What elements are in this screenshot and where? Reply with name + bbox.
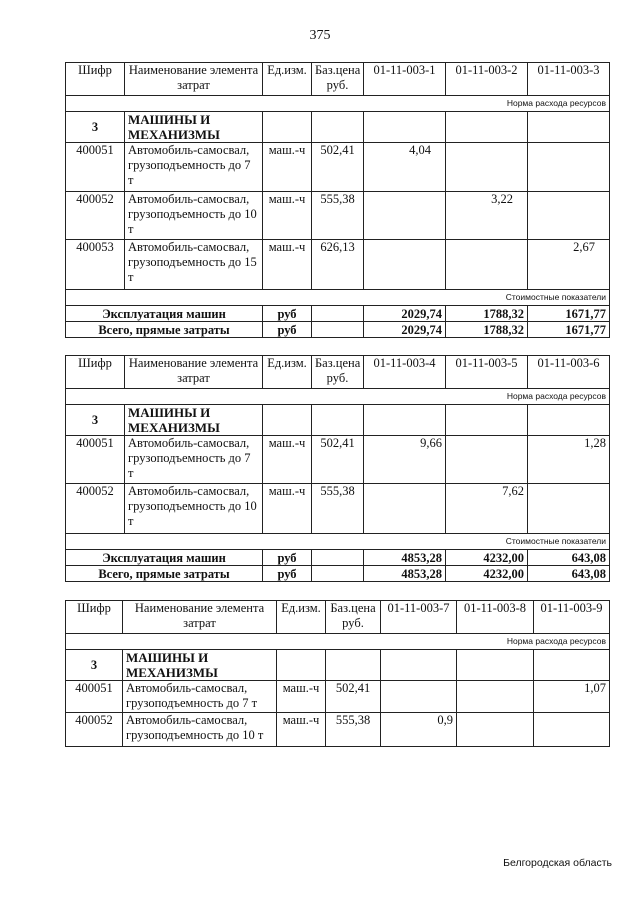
header-price: Баз.цена руб. — [326, 601, 381, 634]
table-row: 400051 Автомобиль-самосвал, грузоподъемность до 7 т маш.-ч 502,41 1,07 — [66, 681, 610, 713]
column-code: 01-11-003-9 — [534, 601, 610, 634]
section-name: МАШИНЫ И МЕХАНИЗМЫ — [125, 112, 263, 143]
header-name: Наименование элемента затрат — [125, 63, 263, 96]
table-row: 400052 Автомобиль-самосвал, грузоподъемность до 10 т маш.-ч 555,38 3,22 — [66, 192, 610, 240]
header-unit: Ед.изм. — [263, 63, 312, 96]
band-costs: Стоимостные показатели — [66, 290, 610, 306]
table-row: 400051 Автомобиль-самосвал, грузоподъемность до 7 т маш.-ч 502,41 9,66 1,28 — [66, 436, 610, 484]
row-name: Автомобиль-самосвал, грузоподъемность до 10 т — [125, 484, 263, 534]
table-row: 400051 Автомобиль-самосвал, грузоподъемность до 7 т маш.-ч 502,41 4,04 — [66, 143, 610, 192]
column-code: 01-11-003-6 — [528, 356, 610, 389]
total-row: Эксплуатация машин руб 2029,74 1788,32 1671,77 — [66, 306, 610, 322]
total-row: Эксплуатация машин руб 4853,28 4232,00 643,08 — [66, 550, 610, 566]
row-name: Автомобиль-самосвал, грузоподъемность до 7 т — [123, 681, 277, 713]
header-price: Баз.цена руб. — [312, 356, 364, 389]
table-row: 400053 Автомобиль-самосвал, грузоподъемность до 15 т маш.-ч 626,13 2,67 — [66, 240, 610, 290]
row-name: Автомобиль-самосвал, грузоподъемность до 15 т — [125, 240, 263, 290]
resource-table-1 — [65, 62, 610, 338]
footer-region: Белгородская область — [503, 857, 612, 869]
row-name: Автомобиль-самосвал, грузоподъемность до 7 т — [125, 143, 263, 192]
column-code: 01-11-003-7 — [381, 601, 457, 634]
band-resources: Норма расхода ресурсов — [66, 389, 610, 405]
row-name: Автомобиль-самосвал, грузоподъемность до 7 т — [125, 436, 263, 484]
row-name: Автомобиль-самосвал, грузоподъемность до 10 т — [125, 192, 263, 240]
header-unit: Ед.изм. — [277, 601, 326, 634]
row-name: Автомобиль-самосвал, грузоподъемность до 10 т — [123, 713, 277, 747]
band-resources: Норма расхода ресурсов — [66, 96, 610, 112]
section-code: 3 — [66, 650, 123, 681]
section-name: МАШИНЫ И МЕХАНИЗМЫ — [125, 405, 263, 436]
column-code: 01-11-003-1 — [364, 63, 446, 96]
column-code: 01-11-003-4 — [364, 356, 446, 389]
band-resources: Норма расхода ресурсов — [66, 634, 610, 650]
column-code: 01-11-003-2 — [446, 63, 528, 96]
header-name: Наименование элемента затрат — [123, 601, 277, 634]
table-row: 400052 Автомобиль-самосвал, грузоподъемность до 10 т маш.-ч 555,38 0,9 — [66, 713, 610, 747]
total-row: Всего, прямые затраты руб 4853,28 4232,00 643,08 — [66, 566, 610, 582]
section-code: 3 — [66, 405, 125, 436]
header-code: Шифр — [66, 63, 125, 96]
header-price: Баз.цена руб. — [312, 63, 364, 96]
resource-table-2 — [65, 355, 610, 582]
page-number: 375 — [309, 28, 331, 43]
column-code: 01-11-003-8 — [457, 601, 534, 634]
section-code: 3 — [66, 112, 125, 143]
header-name: Наименование элемента затрат — [125, 356, 263, 389]
table-row: 400052 Автомобиль-самосвал, грузоподъемность до 10 т маш.-ч 555,38 7,62 — [66, 484, 610, 534]
total-row: Всего, прямые затраты руб 2029,74 1788,32 1671,77 — [66, 322, 610, 338]
header-code: Шифр — [66, 601, 123, 634]
resource-table-3 — [65, 600, 610, 747]
column-code: 01-11-003-3 — [528, 63, 610, 96]
band-costs: Стоимостные показатели — [66, 534, 610, 550]
section-name: МАШИНЫ И МЕХАНИЗМЫ — [123, 650, 277, 681]
header-unit: Ед.изм. — [263, 356, 312, 389]
column-code: 01-11-003-5 — [446, 356, 528, 389]
header-code: Шифр — [66, 356, 125, 389]
